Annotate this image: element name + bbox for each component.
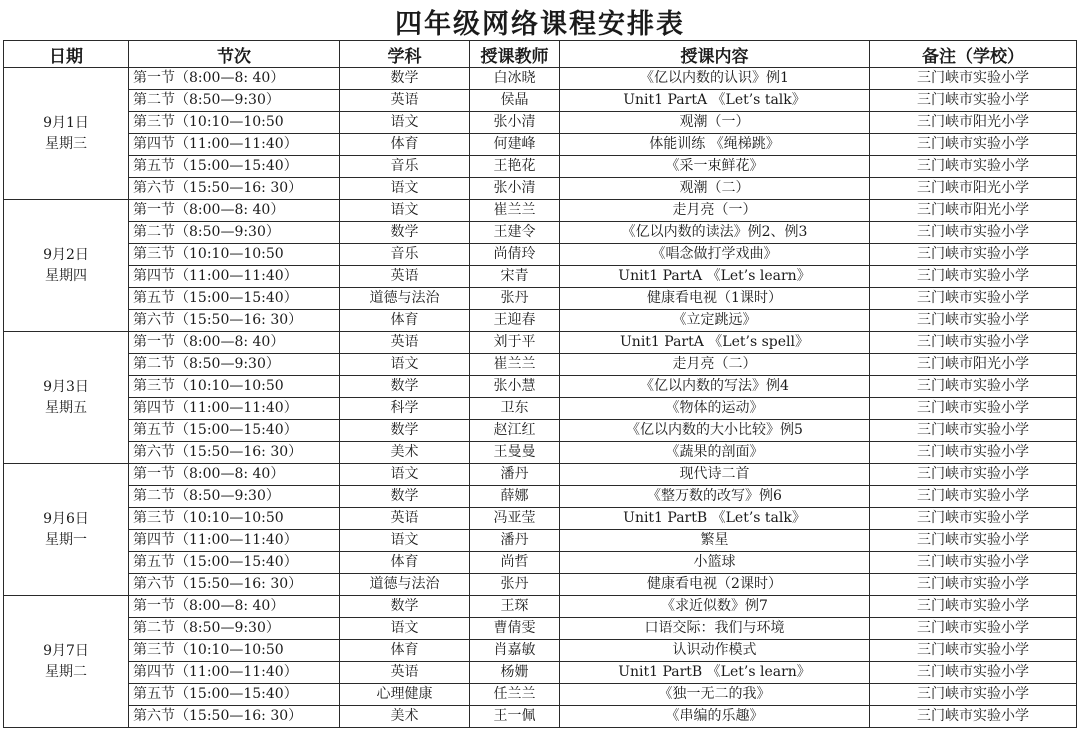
date-cell: [4, 200, 129, 332]
table-row: [4, 200, 1077, 222]
school-cell: 三门峡市实验小学: [870, 222, 1077, 244]
school-cell: 三门峡市实验小学: [870, 684, 1077, 706]
teacher-cell: 尚哲: [470, 552, 560, 574]
subject-cell: 语文: [340, 530, 470, 552]
period-cell: 第四节（11:00—11:40）: [129, 266, 340, 288]
content-cell: 《立定跳远》: [560, 310, 870, 332]
date-cell: [4, 596, 129, 728]
teacher-cell: 潘丹: [470, 464, 560, 486]
subject-cell: 道德与法治: [340, 288, 470, 310]
period-cell: 第六节（15:50—16: 30）: [129, 706, 340, 728]
period-cell: 第五节（15:00—15:40）: [129, 420, 340, 442]
content-cell: 健康看电视（2课时）: [560, 574, 870, 596]
period-cell: 第六节（15:50—16: 30）: [129, 574, 340, 596]
content-cell: 《亿以内数的写法》例4: [560, 376, 870, 398]
table-row: [4, 464, 1077, 486]
school-cell: 三门峡市实验小学: [870, 508, 1077, 530]
subject-cell: 语文: [340, 200, 470, 222]
teacher-cell: 肖嘉敏: [470, 640, 560, 662]
period-cell: 第四节（11:00—11:40）: [129, 662, 340, 684]
weekday-text: 星期二: [45, 663, 87, 680]
period-cell: 第三节（10:10—10:50: [129, 508, 340, 530]
school-cell: 三门峡市实验小学: [870, 398, 1077, 420]
content-cell: Unit1 PartA 《Let’s learn》: [560, 266, 870, 288]
period-cell: 第二节（8:50—9:30）: [129, 90, 340, 112]
table-row: [4, 706, 1077, 728]
content-cell: 《亿以内数的大小比较》例5: [560, 420, 870, 442]
content-cell: 《整万数的改写》例6: [560, 486, 870, 508]
subject-cell: 数学: [340, 376, 470, 398]
content-cell: Unit1 PartA 《Let’s talk》: [560, 90, 870, 112]
table-row: [4, 574, 1077, 596]
subject-cell: 数学: [340, 420, 470, 442]
teacher-cell: 侯晶: [470, 90, 560, 112]
teacher-cell: 王迎春: [470, 310, 560, 332]
content-cell: 《独一无二的我》: [560, 684, 870, 706]
school-cell: 三门峡市阳光小学: [870, 200, 1077, 222]
school-cell: 三门峡市实验小学: [870, 662, 1077, 684]
subject-cell: 音乐: [340, 244, 470, 266]
content-cell: 《蔬果的剖面》: [560, 442, 870, 464]
header-school: 备注（学校）: [870, 41, 1077, 68]
teacher-cell: 王一佩: [470, 706, 560, 728]
period-cell: 第一节（8:00—8: 40）: [129, 200, 340, 222]
school-cell: 三门峡市实验小学: [870, 134, 1077, 156]
subject-cell: 美术: [340, 706, 470, 728]
period-cell: 第六节（15:50—16: 30）: [129, 442, 340, 464]
subject-cell: 英语: [340, 332, 470, 354]
subject-cell: 数学: [340, 68, 470, 90]
period-cell: 第一节（8:00—8: 40）: [129, 596, 340, 618]
subject-cell: 语文: [340, 354, 470, 376]
table-row: [4, 332, 1077, 354]
teacher-cell: 张小清: [470, 178, 560, 200]
date-cell: [4, 332, 129, 464]
table-row: [4, 684, 1077, 706]
table-row: [4, 486, 1077, 508]
content-cell: 走月亮（二）: [560, 354, 870, 376]
teacher-cell: 冯亚莹: [470, 508, 560, 530]
content-cell: 《采一束鲜花》: [560, 156, 870, 178]
content-cell: 口语交际：我们与环境: [560, 618, 870, 640]
header-date: 日期: [4, 41, 129, 68]
content-cell: 观潮（一）: [560, 112, 870, 134]
school-cell: 三门峡市实验小学: [870, 442, 1077, 464]
school-cell: 三门峡市实验小学: [870, 332, 1077, 354]
header-row: [4, 41, 1077, 68]
header-subject: 学科: [340, 41, 470, 68]
teacher-cell: 刘于平: [470, 332, 560, 354]
period-cell: 第三节（10:10—10:50: [129, 244, 340, 266]
table-row: [4, 310, 1077, 332]
content-cell: Unit1 PartB 《Let’s talk》: [560, 508, 870, 530]
content-cell: 《求近似数》例7: [560, 596, 870, 618]
teacher-cell: 赵江红: [470, 420, 560, 442]
table-row: [4, 530, 1077, 552]
date-text: 9月1日: [43, 114, 89, 131]
school-cell: 三门峡市阳光小学: [870, 112, 1077, 134]
school-cell: 三门峡市实验小学: [870, 618, 1077, 640]
subject-cell: 心理健康: [340, 684, 470, 706]
content-cell: Unit1 PartB 《Let’s learn》: [560, 662, 870, 684]
content-cell: 现代诗二首: [560, 464, 870, 486]
table-row: [4, 222, 1077, 244]
table-row: [4, 288, 1077, 310]
table-row: [4, 354, 1077, 376]
period-cell: 第五节（15:00—15:40）: [129, 288, 340, 310]
teacher-cell: 卫东: [470, 398, 560, 420]
content-cell: Unit1 PartA 《Let’s spell》: [560, 332, 870, 354]
table-row: [4, 178, 1077, 200]
teacher-cell: 张丹: [470, 288, 560, 310]
period-cell: 第五节（15:00—15:40）: [129, 552, 340, 574]
school-cell: 三门峡市实验小学: [870, 486, 1077, 508]
period-cell: 第二节（8:50—9:30）: [129, 618, 340, 640]
school-cell: 三门峡市实验小学: [870, 288, 1077, 310]
period-cell: 第四节（11:00—11:40）: [129, 134, 340, 156]
table-row: [4, 244, 1077, 266]
weekday-text: 星期四: [45, 267, 87, 284]
period-cell: 第二节（8:50—9:30）: [129, 354, 340, 376]
school-cell: 三门峡市实验小学: [870, 530, 1077, 552]
teacher-cell: 崔兰兰: [470, 200, 560, 222]
subject-cell: 语文: [340, 112, 470, 134]
table-row: [4, 640, 1077, 662]
content-cell: 体能训练 《绳梯跳》: [560, 134, 870, 156]
content-cell: 观潮（二）: [560, 178, 870, 200]
table-row: [4, 662, 1077, 684]
table-row: [4, 420, 1077, 442]
subject-cell: 体育: [340, 640, 470, 662]
school-cell: 三门峡市实验小学: [870, 266, 1077, 288]
teacher-cell: 薛娜: [470, 486, 560, 508]
date-text: 9月7日: [43, 642, 89, 659]
content-cell: 《亿以内数的读法》例2、例3: [560, 222, 870, 244]
subject-cell: 英语: [340, 508, 470, 530]
period-cell: 第三节（10:10—10:50: [129, 640, 340, 662]
period-cell: 第五节（15:00—15:40）: [129, 684, 340, 706]
subject-cell: 体育: [340, 552, 470, 574]
table-row: [4, 596, 1077, 618]
school-cell: 三门峡市实验小学: [870, 552, 1077, 574]
date-text: 9月2日: [43, 246, 89, 263]
content-cell: 《亿以内数的认识》例1: [560, 68, 870, 90]
subject-cell: 数学: [340, 486, 470, 508]
table-row: [4, 618, 1077, 640]
period-cell: 第四节（11:00—11:40）: [129, 398, 340, 420]
period-cell: 第一节（8:00—8: 40）: [129, 464, 340, 486]
period-cell: 第四节（11:00—11:40）: [129, 530, 340, 552]
content-cell: 健康看电视（1课时）: [560, 288, 870, 310]
content-cell: 走月亮（一）: [560, 200, 870, 222]
teacher-cell: 杨姗: [470, 662, 560, 684]
teacher-cell: 潘丹: [470, 530, 560, 552]
subject-cell: 语文: [340, 618, 470, 640]
period-cell: 第一节（8:00—8: 40）: [129, 68, 340, 90]
date-text: 9月3日: [43, 378, 89, 395]
subject-cell: 科学: [340, 398, 470, 420]
table-row: [4, 376, 1077, 398]
teacher-cell: 宋青: [470, 266, 560, 288]
content-cell: 小篮球: [560, 552, 870, 574]
school-cell: 三门峡市实验小学: [870, 68, 1077, 90]
weekday-text: 星期一: [45, 531, 87, 548]
school-cell: 三门峡市实验小学: [870, 420, 1077, 442]
period-cell: 第五节（15:00—15:40）: [129, 156, 340, 178]
teacher-cell: 王艳花: [470, 156, 560, 178]
header-content: 授课内容: [560, 41, 870, 68]
schedule-table: [3, 40, 1077, 728]
date-cell: [4, 464, 129, 596]
teacher-cell: 张小清: [470, 112, 560, 134]
school-cell: 三门峡市实验小学: [870, 464, 1077, 486]
date-cell: [4, 68, 129, 200]
teacher-cell: 张小慧: [470, 376, 560, 398]
teacher-cell: 崔兰兰: [470, 354, 560, 376]
school-cell: 三门峡市实验小学: [870, 156, 1077, 178]
table-row: [4, 90, 1077, 112]
page-title: 四年级网络课程安排表: [395, 9, 685, 40]
subject-cell: 语文: [340, 464, 470, 486]
school-cell: 三门峡市实验小学: [870, 90, 1077, 112]
school-cell: 三门峡市实验小学: [870, 310, 1077, 332]
period-cell: 第三节（10:10—10:50: [129, 376, 340, 398]
subject-cell: 美术: [340, 442, 470, 464]
period-cell: 第六节（15:50—16: 30）: [129, 310, 340, 332]
period-cell: 第二节（8:50—9:30）: [129, 486, 340, 508]
header-teacher: 授课教师: [470, 41, 560, 68]
table-row: [4, 68, 1077, 90]
table-row: [4, 156, 1077, 178]
subject-cell: 体育: [340, 134, 470, 156]
subject-cell: 英语: [340, 662, 470, 684]
table-row: [4, 442, 1077, 464]
period-cell: 第一节（8:00—8: 40）: [129, 332, 340, 354]
period-cell: 第二节（8:50—9:30）: [129, 222, 340, 244]
period-cell: 第三节（10:10—10:50: [129, 112, 340, 134]
teacher-cell: 白冰晓: [470, 68, 560, 90]
teacher-cell: 何建峰: [470, 134, 560, 156]
school-cell: 三门峡市实验小学: [870, 640, 1077, 662]
table-row: [4, 266, 1077, 288]
teacher-cell: 张丹: [470, 574, 560, 596]
subject-cell: 数学: [340, 222, 470, 244]
date-text: 9月6日: [43, 510, 89, 527]
subject-cell: 英语: [340, 266, 470, 288]
school-cell: 三门峡市阳光小学: [870, 354, 1077, 376]
subject-cell: 数学: [340, 596, 470, 618]
subject-cell: 语文: [340, 178, 470, 200]
teacher-cell: 曹倩雯: [470, 618, 560, 640]
subject-cell: 道德与法治: [340, 574, 470, 596]
table-row: [4, 112, 1077, 134]
school-cell: 三门峡市阳光小学: [870, 178, 1077, 200]
teacher-cell: 任兰兰: [470, 684, 560, 706]
period-cell: 第六节（15:50—16: 30）: [129, 178, 340, 200]
school-cell: 三门峡市实验小学: [870, 574, 1077, 596]
teacher-cell: 尚倩玲: [470, 244, 560, 266]
school-cell: 三门峡市实验小学: [870, 706, 1077, 728]
teacher-cell: 王琛: [470, 596, 560, 618]
content-cell: 《串编的乐趣》: [560, 706, 870, 728]
school-cell: 三门峡市实验小学: [870, 244, 1077, 266]
content-cell: 繁星: [560, 530, 870, 552]
content-cell: 《唱念做打学戏曲》: [560, 244, 870, 266]
table-row: [4, 508, 1077, 530]
table-row: [4, 552, 1077, 574]
subject-cell: 音乐: [340, 156, 470, 178]
weekday-text: 星期三: [45, 135, 87, 152]
weekday-text: 星期五: [45, 399, 87, 416]
table-row: [4, 398, 1077, 420]
table-row: [4, 134, 1077, 156]
teacher-cell: 王曼曼: [470, 442, 560, 464]
teacher-cell: 王建令: [470, 222, 560, 244]
subject-cell: 英语: [340, 90, 470, 112]
content-cell: 《物体的运动》: [560, 398, 870, 420]
content-cell: 认识动作模式: [560, 640, 870, 662]
school-cell: 三门峡市实验小学: [870, 596, 1077, 618]
school-cell: 三门峡市实验小学: [870, 376, 1077, 398]
subject-cell: 体育: [340, 310, 470, 332]
header-period: 节次: [129, 41, 340, 68]
